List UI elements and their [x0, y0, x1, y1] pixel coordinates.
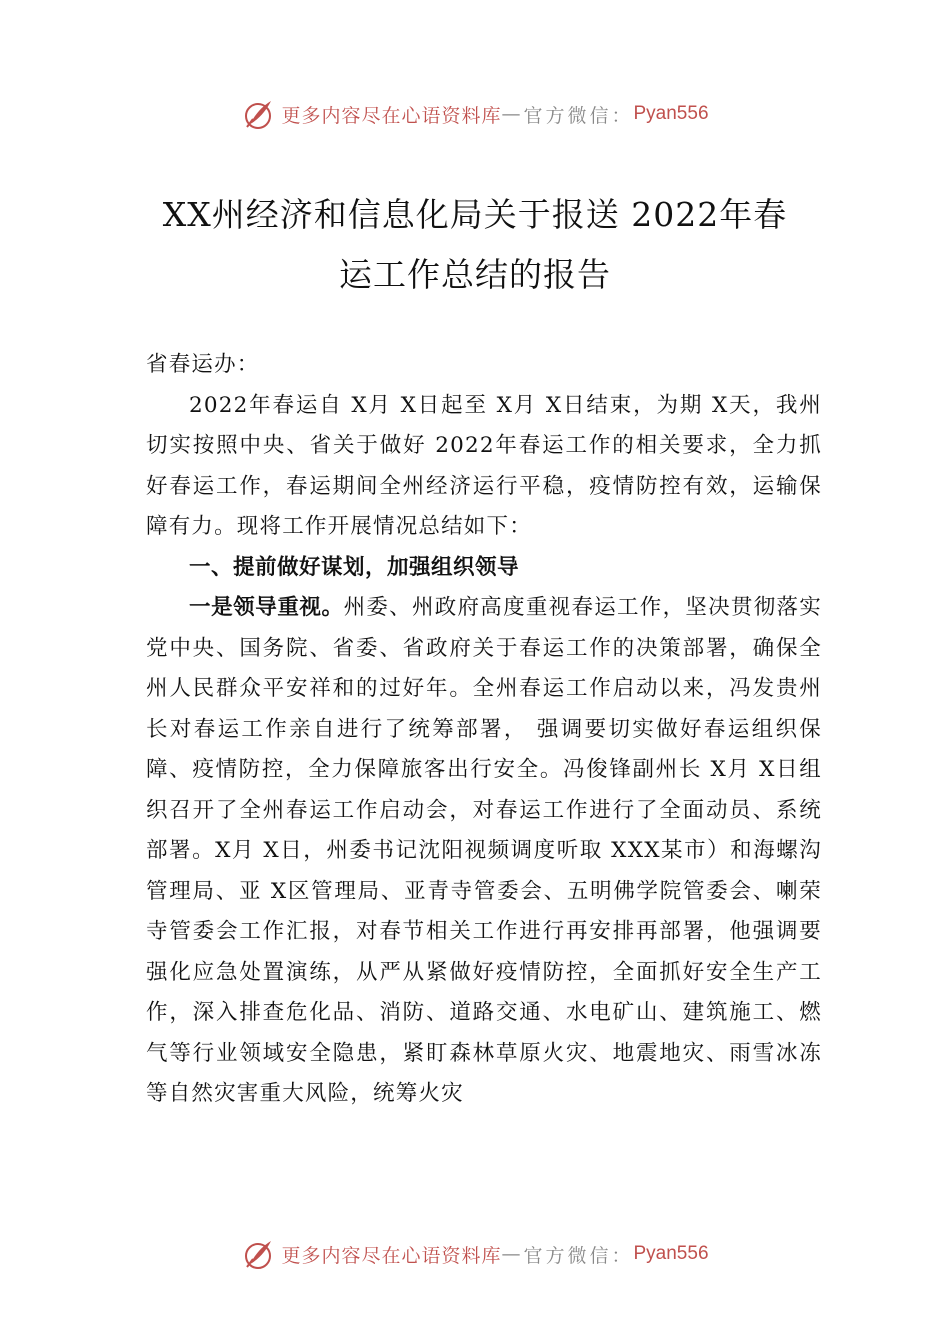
watermark-header [0, 96, 950, 132]
watermark-wechat-id: Pyan556 [633, 1243, 709, 1264]
watermark-wechat-id: Pyan556 [633, 103, 709, 124]
feather-quill-icon [241, 97, 275, 131]
watermark-dash: — [501, 103, 524, 125]
document-body [146, 345, 822, 1115]
watermark-text: 更多内容尽在心语资料库 [281, 1244, 502, 1267]
document-title [0, 185, 950, 305]
watermark-dash: — [501, 1243, 524, 1265]
section-heading-1: 一、提前做好谋划，加强组织领导 [189, 554, 520, 580]
salutation: 省春运办： [146, 352, 260, 377]
watermark-official-label: 官方微信： [523, 104, 634, 127]
point-1-paragraph [146, 588, 822, 1115]
watermark-official-label: 官方微信： [523, 1244, 634, 1267]
title-line-2: 运工作总结的报告 [339, 255, 611, 294]
feather-quill-icon [241, 1237, 275, 1271]
intro-paragraph: 2022年春运自 X月 X日起至 X月 X日结束，为期 X天，我州切实按照中央、省关于做好 2022年春运工作的相关要求，全力抓好春运工作，春运期间全州经济运行平稳，疫情防控有效，运输保障有力。现将工作开展情况总结如下： [146, 392, 822, 539]
watermark-text: 更多内容尽在心语资料库 [281, 104, 502, 127]
watermark-footer [0, 1236, 950, 1272]
point-1-label: 一是领导重视。 [189, 595, 344, 620]
title-line-1: XX州经济和信息化局关于报送 2022年春 [162, 195, 788, 234]
point-1-body: 州委、州政府高度重视春运工作，坚决贯彻落实党中央、国务院、省委、省政府关于春运工作的决策部署，确保全州人民群众平安祥和的过好年。全州春运工作启动以来，冯发贵州长对春运工作亲自进行了统筹部署， 强调要切实做好春运组织保障、疫情防控，全力保障旅客出行安全。冯俊锋副州长 X月 X日组织召开了全州春运工作启动会，对春运工作进行了全面动员、系统部署。X月 X日，州委书记沈阳视频调度听取 XXX某市）和海螺沟管理局、亚 X区管理局、亚青寺管委会、五明佛学院管委会、喇荣寺管委会工作汇报，对春节相关工作进行再安排再部署，他强调要强化应急处置演练，从严从紧做好疫情防控，全面抓好安全生产工作，深入排查危化品、消防、道路交通、水电矿山、建筑施工、燃气等行业领域安全隐患，紧盯森林草原火灾、地震地灾、雨雪冰冻等自然灾害重大风险，统筹火灾 [146, 595, 822, 1106]
